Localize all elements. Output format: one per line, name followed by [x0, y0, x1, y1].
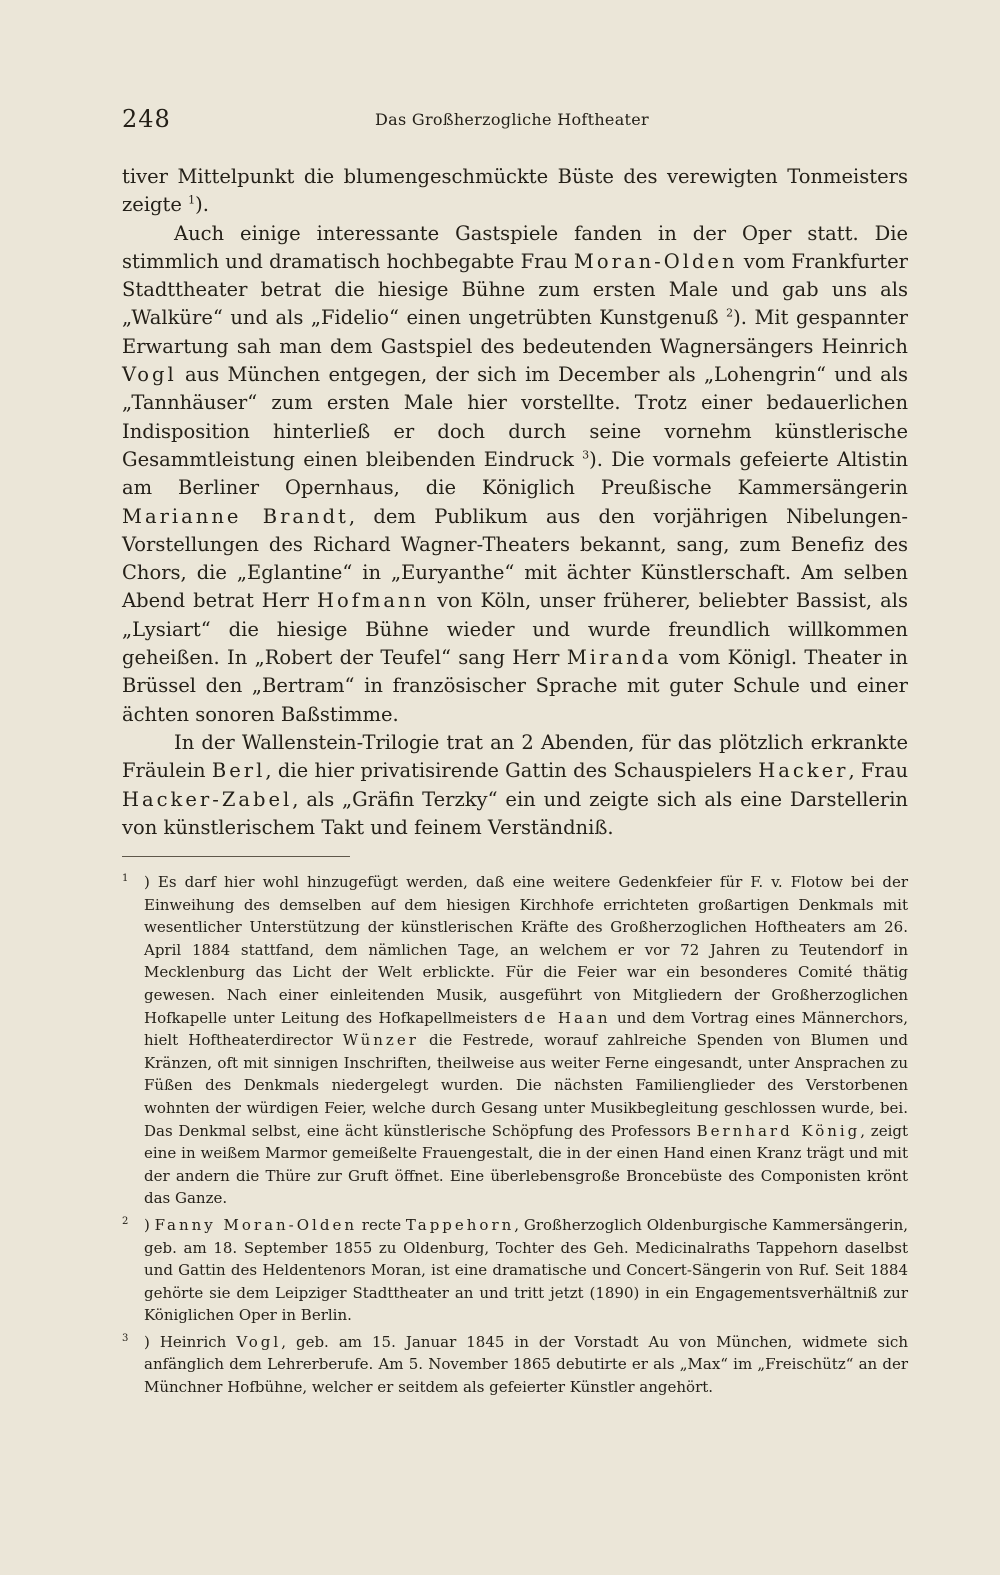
footnote-2-part-1: ) [144, 1215, 155, 1234]
person-name-bernhard-koenig: Bernhard König [696, 1121, 861, 1140]
paragraph-2-part-8: vom Königl. Theater in Brüssel den „Bertram“ in französischer Sprache mit guter Schule und einer ächten sonoren Baßstimme. [122, 646, 908, 726]
footnote-1-part-4: , zeigt eine in weißem Marmor gemeißelte Frauengestalt, die in der einen Hand einen Kranz trägt und mit der andern die Thüre zur Gruft öffnet. Eine überlebensgroße Broncebüste des Componisten krönt das Ganze. [144, 1121, 908, 1208]
person-name-miranda: Miranda [566, 646, 672, 670]
person-name-vogl-footnote: Vogl [236, 1332, 282, 1351]
page-header [122, 104, 908, 138]
main-text [122, 163, 908, 842]
footnote-3-part-2: , geb. am 15. Januar 1845 in der Vorstadt Au von München, widmete sich anfänglich dem Lehrerberufe. Am 5. November 1865 debutirte er als „Max“ im „Freischütz“ an der Münchner Hofbühne, welcher er seitdem als gefeierter Künstler angehört. [144, 1332, 908, 1397]
page-number: 248 [122, 105, 171, 133]
footnote-2-part-2: recte [357, 1215, 406, 1234]
person-name-marianne-brandt: Marianne Brandt [122, 504, 349, 528]
person-name-berl: Berl [211, 759, 266, 783]
footnote-number-3: 3 [122, 1332, 129, 1344]
footnote-ref-3: 3 [582, 448, 590, 462]
footnote-1 [122, 871, 908, 1210]
paragraph-3-part-3: , Frau [848, 759, 909, 783]
footnote-number-1: 1 [122, 873, 129, 884]
footnote-text-3 [144, 1331, 908, 1399]
footnote-2-part-3: , Großherzoglich Oldenburgische Kammersängerin, geb. am 18. September 1855 zu Oldenburg, Tochter des Geh. Medicinalraths Tappehorn daselbst und Gattin des Heldentenors Moran, ist eine dramatische und Concert-Sängerin von Ruf. Seit 1884 gehörte sie dem Leipziger Stadttheater an und tritt jetzt (1890) in ein Engagementsverhältniß zur Königlichen Oper in Berlin. [144, 1215, 909, 1325]
paragraph-2-part-2: vom Frankfurter Stadttheater betrat die hiesige Bühne zum ersten Male und gab uns als „Walküre“ und als „Fidelio“ einen ungetrübten Kunstgenuß [122, 249, 908, 330]
running-title: Das Großherzogliche Hoftheater [375, 110, 649, 129]
footnote-ref-1: 1 [188, 193, 196, 207]
footnote-1-part-2: und dem Vortrag eines Männerchors, hielt Hoftheaterdirector [144, 1008, 908, 1050]
paragraph-1-text: tiver Mittelpunkt die blumengeschmückte Büste des verewigten Tonmeisters zeigte [122, 165, 908, 217]
footnote-1-part-1: ) Es darf hier wohl hinzugefügt werden, daß eine weitere Gedenkfeier für F. v. Flotow bei der Einweihung des demselben auf dem hiesigen Kirchhofe errichteten großartigen Denkmals mit wesentlicher Unterstützung der künstlerischen Kräfte des Großherzoglichen Hoftheaters am 26. April 1884 stattfand, dem nämlichen Tage, an welchem er vor 72 Jahren zu Teutendorf in Mecklenburg das Licht der Welt erblickte. Für die Feier war ein besonderes Comité thätig gewesen. Nach einer einleitenden Musik, ausgeführt von Mitgliedern der Großherzoglichen Hofkapelle unter Leitung des Hofkapellmeisters [144, 873, 908, 1027]
person-name-tappehorn: Tappehorn [405, 1215, 515, 1234]
footnote-ref-2: 2 [726, 306, 734, 320]
paragraph-2 [122, 220, 908, 729]
footnote-1-part-3: die Festrede, worauf zahlreiche Spenden von Blumen und Kränzen, oft mit sinnigen Inschriften, theilweise aus weiter Ferne eingesandt, unter Ansprachen zu Füßen des Denkmals niedergelegt wurden. Die nächsten Familienglieder des Verstorbenen wohnten der würdigen Feier, welche durch Gesang unter Musikbegleitung geschlossen wurde, bei. Das Denkmal selbst, eine ächt künstlerische Schöpfung des Professors [144, 1031, 908, 1140]
footnote-mark-2 [122, 1214, 144, 1327]
paragraph-3-part-4: , als „Gräfin Terzky“ ein und zeigte sich als eine Darstellerin von künstlerischem Takt und feinem Verständniß. [122, 787, 908, 839]
paragraph-2-part-4: aus München entgegen, der sich im December als „Lohengrin“ und als „Tannhäuser“ zum ersten Male hier vorstellte. Trotz einer bedauerlichen Indisposition hinterließ er doch durch seine vornehm künstlerische Gesammtleistung einen bleibenden Eindruck [122, 363, 908, 471]
person-name-wuenzer: Wünzer [342, 1031, 419, 1050]
footnote-number-2: 2 [122, 1215, 129, 1227]
footnote-text-2 [144, 1214, 908, 1327]
person-name-hacker: Hacker [758, 759, 849, 783]
footnote-2 [122, 1214, 908, 1327]
paragraph-1 [122, 163, 908, 220]
person-name-hacker-zabel: Hacker-Zabel [122, 787, 293, 811]
paragraph-2-part-6: , dem Publikum aus den vorjährigen Nibelungen-Vorstellungen des Richard Wagner-Theaters bekannt, sang, zum Benefiz des Chors, die „Eglantine“ in „Euryanthe“ mit ächter Künstlerschaft. Am selben Abend betrat Herr [122, 504, 908, 613]
person-name-de-haan: de Haan [524, 1008, 611, 1027]
footnotes [122, 871, 908, 1403]
footnote-mark-3 [122, 1331, 144, 1399]
paragraph-2-part-5: ). Die vormals gefeierte Altistin am Berliner Opernhaus, die Königlich Preußische Kammersängerin [122, 447, 909, 500]
paragraph-2-part-3: ). Mit gespannter Erwartung sah man dem Gastspiel des bedeutenden Wagnersängers Heinrich [122, 306, 908, 358]
paragraph-3-part-1: In der Wallenstein-Trilogie trat an 2 Abenden, für das plötzlich erkrankte Fräulein [122, 730, 908, 783]
paragraph-2-part-1: Auch einige interessante Gastspiele fanden in der Oper statt. Die stimmlich und dramatisch hochbegabte Frau [122, 221, 908, 273]
footnote-separator [122, 856, 350, 857]
footnote-mark-1 [122, 871, 144, 1210]
footnote-3-part-1: ) Heinrich [144, 1332, 237, 1351]
paragraph-2-part-7: von Köln, unser früherer, beliebter Bassist, als „Lysiart“ die hiesige Bühne wieder und wurde freundlich willkommen geheißen. In „Robert der Teufel“ sang Herr [122, 589, 908, 670]
paragraph-3 [122, 729, 908, 842]
person-name-fanny-moran-olden: Fanny Moran-Olden [154, 1215, 357, 1234]
footnote-text-1 [144, 871, 908, 1210]
paragraph-3-part-2: , die hier privatisirende Gattin des Schauspielers [265, 759, 759, 783]
person-name-vogl: Vogl [122, 363, 177, 387]
footnote-3 [122, 1331, 908, 1399]
paragraph-1-tail: ). [195, 193, 209, 217]
person-name-hofmann: Hofmann [316, 589, 430, 613]
person-name-moran-olden: Moran-Olden [573, 249, 738, 273]
